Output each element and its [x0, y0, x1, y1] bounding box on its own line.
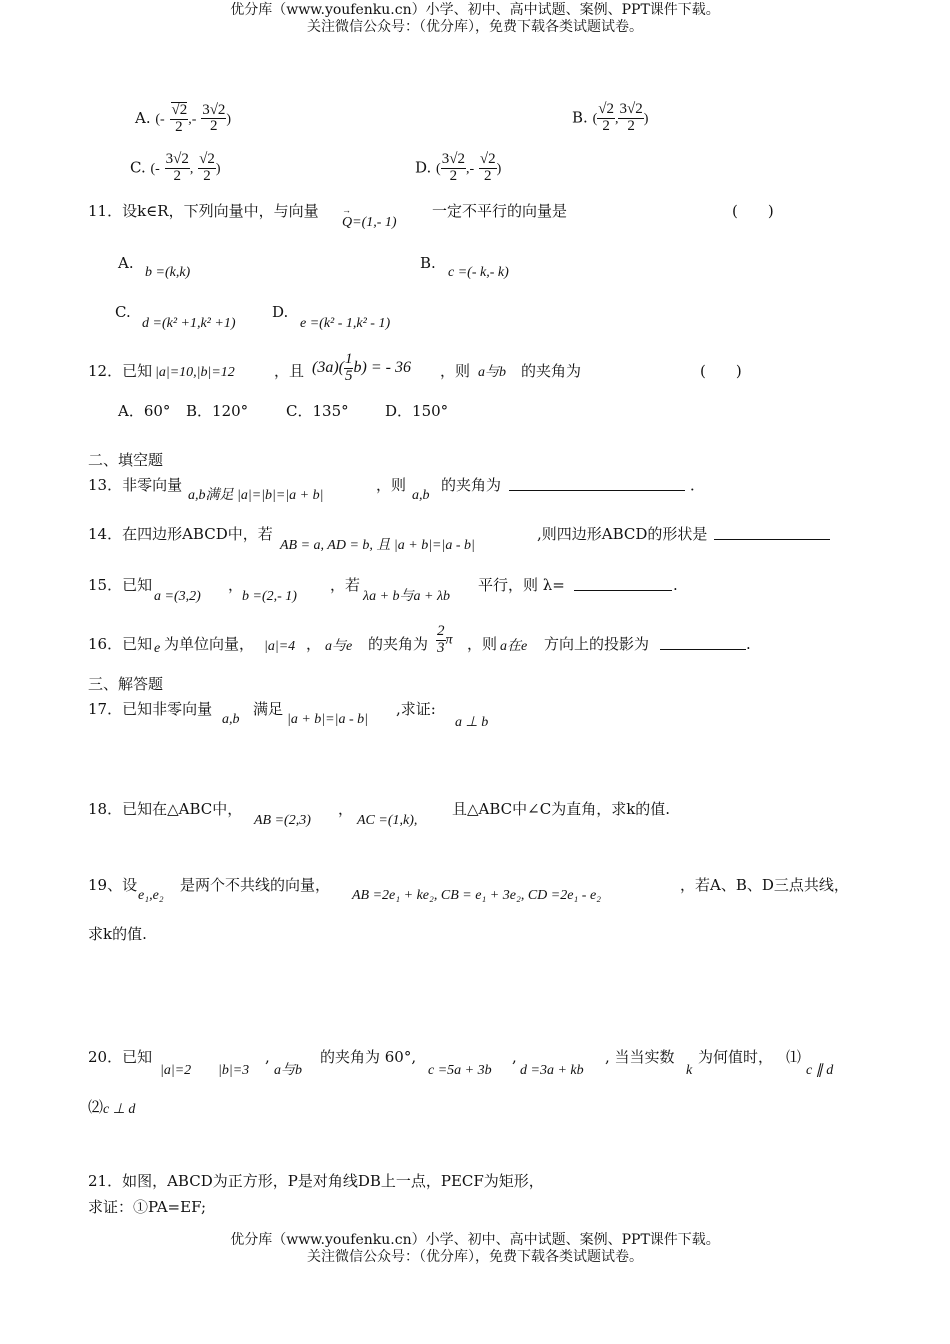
q11-b-label: B.	[420, 254, 436, 272]
q16-norm: |a|=4	[264, 639, 296, 654]
q16-end: .	[746, 635, 751, 653]
section-solutions: 三、解答题	[88, 675, 164, 693]
q19-e: e₁,e₂	[138, 888, 164, 903]
q15-comma: ，	[228, 576, 244, 594]
q14-stem: 14．在四边形ABCD中，若	[88, 525, 273, 543]
q13-end: ．	[690, 476, 706, 494]
q12-stem: 12．已知	[88, 362, 153, 380]
q20-norm-b: |b|=3	[218, 1063, 250, 1078]
q13-stem: 13．非零向量	[88, 476, 183, 494]
q12-ab: a与b	[478, 365, 506, 380]
q13-text2: ，则	[376, 476, 407, 494]
q20-stem: 20．已知	[88, 1048, 153, 1066]
q12-condition: |a|=10,|b|=12	[155, 365, 235, 380]
q15-end: .	[673, 576, 678, 594]
q10-d-label: D.	[415, 158, 432, 177]
q12-option-d: D．150°	[385, 402, 449, 420]
q12-expression: (3a)( $\frac{1}{5}$ b) = - 36	[312, 351, 411, 384]
q17-text3: ,求证:	[396, 700, 436, 718]
q12-number: 12．	[88, 362, 123, 380]
q16-stem: 16．已知	[88, 635, 153, 653]
q18-stem: 18．已知在△ABC中，	[88, 800, 243, 818]
q10-b-frac2: $\frac{3√2}{2}$	[619, 101, 643, 134]
header-line-1: 优分库（www.youfenku.cn）小学、初中、高中试题、案例、PPT课件下载。	[230, 2, 720, 18]
q16-ae2: a在e	[500, 639, 528, 654]
q11-c-label: C.	[115, 303, 131, 321]
header-line-2: 关注微信公众号：（优分库），免费下载各类试题试卷。	[307, 19, 643, 35]
q10-option-c: C. (- $\frac{3√2}{2}$ , $\frac{√2}{2}$ )	[130, 151, 221, 184]
q20-d-def: d =3a + kb	[520, 1063, 584, 1078]
q20-comma: ,	[265, 1048, 270, 1066]
q19-text3: ，若A、B、D三点共线，	[680, 876, 849, 894]
q10-option-a: A. (- $\frac{√2}{2}$ ,- $\frac{3√2}{2}$ )	[135, 101, 232, 135]
q16-ae: a与e	[325, 639, 353, 654]
q17-condition: |a + b|=|a - b|	[287, 712, 368, 727]
q19-text4: 求k的值.	[88, 925, 147, 943]
q10-d-frac1: $\frac{3√2}{2}$	[441, 151, 465, 184]
q15-blank[interactable]	[574, 576, 672, 595]
q18-comma: ，	[338, 800, 354, 818]
q21-line-1: 21．如图，ABCD为正方形，P是对角线DB上一点，PECF为矩形，	[88, 1172, 544, 1190]
q16-text4: ，则	[467, 635, 498, 653]
q10-a-label: A.	[135, 108, 151, 127]
q17-conclusion: a ⊥ b	[455, 715, 489, 730]
q10-a-frac2: $\frac{3√2}{2}$	[202, 101, 226, 135]
q20-text2: 的夹角为 60°,	[320, 1048, 417, 1066]
q14-blank[interactable]	[714, 525, 830, 544]
q14-condition: AB = a, AD = b, 且 |a + b|=|a - b|	[280, 538, 475, 553]
q11-answer-paren: ( )	[732, 202, 774, 220]
q20-part1: c ∥ d	[806, 1063, 834, 1078]
q10-option-b: B. ( $\frac{√2}{2}$ , $\frac{3√2}{2}$ )	[572, 101, 649, 134]
q20-norm-a: |a|=2	[160, 1063, 192, 1078]
q16-text2: 为单位向量，	[164, 635, 255, 653]
q16-comma: ，	[306, 635, 322, 653]
q11-stem	[88, 202, 319, 220]
section-fill-in: 二、填空题	[88, 451, 164, 469]
footer-line-2: 关注微信公众号：（优分库），免费下载各类试题试卷。	[307, 1249, 643, 1265]
q19-stem: 19、设	[88, 876, 138, 894]
q11-a-label: A.	[118, 254, 134, 272]
q20-comma2: ,	[512, 1048, 517, 1066]
q11-b-expr: c =(- k,- k)	[448, 265, 509, 280]
q20-text4: 为何值时，	[698, 1048, 774, 1066]
q10-c-frac2: $\frac{√2}{2}$	[199, 151, 215, 184]
q13-text3: 的夹角为	[441, 476, 502, 494]
q14-text2: ,则四边形ABCD的形状是	[537, 525, 708, 543]
q17-stem: 17．已知非零向量	[88, 700, 213, 718]
q20-part2: c ⊥ d	[103, 1102, 136, 1117]
q12-stem4: 的夹角为	[521, 362, 582, 380]
q20-part2-label: ⑵	[88, 1098, 104, 1116]
q15-text2: ，若	[330, 576, 361, 594]
q12-option-c: C．135°	[286, 402, 349, 420]
q13-ab: a,b	[412, 488, 430, 503]
q11-c-expr: d =(k² +1,k² +1)	[142, 316, 236, 331]
q11-vector-q: → Q=(1,- 1)	[342, 215, 397, 232]
q10-a-frac1: $\frac{√2}{2}$	[171, 102, 188, 135]
footer-line-1: 优分库（www.youfenku.cn）小学、初中、高中试题、案例、PPT课件下载。	[230, 1232, 720, 1248]
q20-text3: , 当当实数	[605, 1048, 675, 1066]
q16-blank[interactable]	[660, 635, 746, 654]
q15-text3: 平行，则 λ=	[478, 576, 565, 594]
q18-ac: AC =(1,k),	[357, 813, 418, 828]
q11-number: 11．	[88, 202, 123, 220]
q12-option-a: A．60°	[118, 402, 171, 420]
q12-answer-paren: ( )	[700, 362, 742, 380]
q19-text2: 是两个不共线的向量，	[180, 876, 331, 894]
q16-angle: $\frac{2}{3}$ π	[437, 623, 453, 656]
q15-a-value: a =(3,2)	[154, 589, 201, 604]
q16-text5: 方向上的投影为	[544, 635, 650, 653]
q20-k: k	[686, 1063, 693, 1078]
q17-text2: 满足	[253, 700, 284, 718]
q13-condition: a,b满足 |a|=|b|=|a + b|	[188, 488, 324, 503]
q18-text2: 且△ABC中∠C为直角，求k的值.	[452, 800, 671, 818]
q10-d-frac2: $\frac{√2}{2}$	[479, 151, 496, 184]
q11-d-expr: e =(k² - 1,k² - 1)	[300, 316, 391, 331]
q16-text3: 的夹角为	[368, 635, 429, 653]
q12-stem2: ，且	[274, 362, 305, 380]
q18-ab: AB =(2,3)	[254, 813, 311, 828]
q19-expression: AB =2e₁ + ke₂, CB = e₁ + 3e₂, CD =2e₁ - e₂	[352, 888, 602, 903]
q15-b-value: b =(2,- 1)	[242, 589, 297, 604]
q12-stem3: ，则	[440, 362, 471, 380]
q10-c-frac1: $\frac{3√2}{2}$	[165, 151, 189, 184]
q10-b-frac1: $\frac{√2}{2}$	[598, 101, 614, 134]
q20-c-def: c =5a + 3b	[428, 1063, 492, 1078]
q16-e: e	[154, 641, 161, 656]
q12-option-b: B．120°	[186, 402, 249, 420]
q20-ab: a与b	[274, 1063, 302, 1078]
q10-c-label: C.	[130, 158, 146, 177]
q11-text: 设k∈R，下列向量中，与向量	[122, 202, 319, 220]
q15-stem: 15．已知	[88, 576, 153, 594]
q10-b-label: B.	[572, 108, 588, 127]
q13-blank[interactable]	[509, 476, 685, 495]
q17-ab: a,b	[222, 712, 240, 727]
q11-stem-end: 一定不平行的向量是	[432, 202, 568, 220]
q15-condition: λa + b与a + λb	[363, 589, 451, 604]
q20-part1-label: ⑴	[786, 1048, 802, 1066]
q11-a-expr: b =(k,k)	[145, 265, 191, 280]
q21-line-2: 求证：①PA=EF;	[88, 1198, 206, 1216]
q10-option-d: D. ( $\frac{3√2}{2}$ ,- $\frac{√2}{2}$ )	[415, 151, 502, 184]
q11-d-label: D.	[272, 303, 289, 321]
